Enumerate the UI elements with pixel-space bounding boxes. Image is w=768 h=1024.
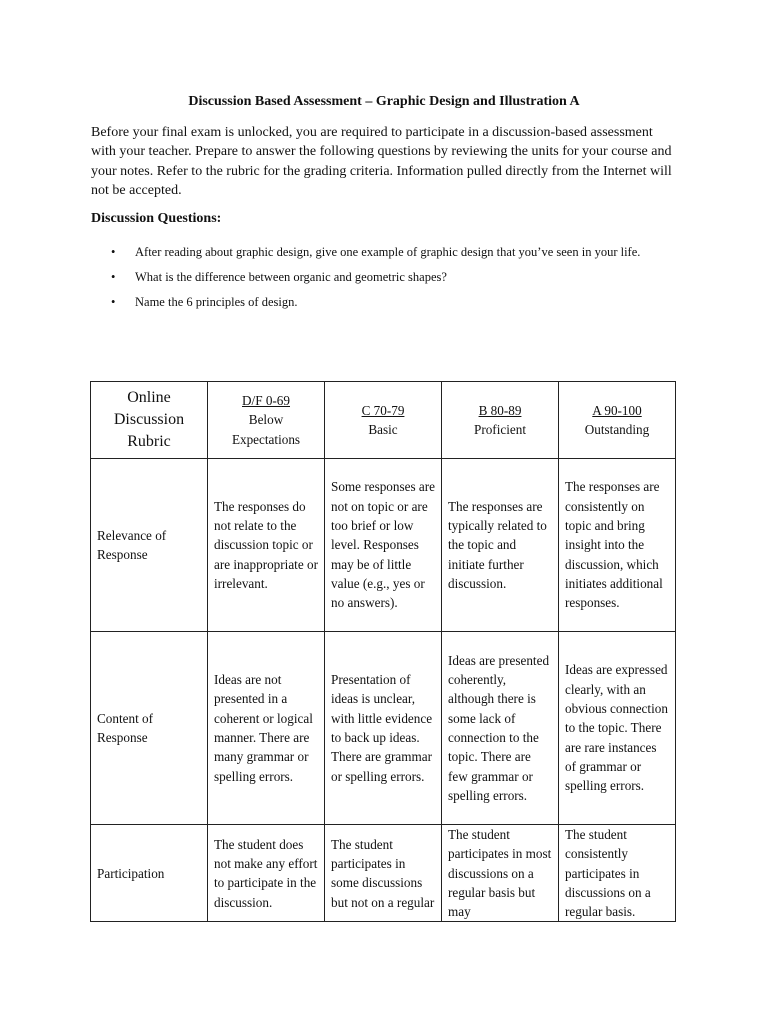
intro-paragraph: Before your final exam is unlocked, you are required to participate in a discussion-based assessment with your teacher. Prepare to answer the following questions by reviewing the units for your course and your notes. Refer to the rubric for the grading criteria. Information pulled directly from the Internet will not be accepted. [91,125,672,199]
rubric-cell: Presentation of ideas is unclear, with little evidence to back up ideas. There are grammar or spelling errors. [325,632,442,825]
question-item [91,290,681,315]
rubric-row-relevance [91,459,676,632]
grade-label: Outstanding [584,422,650,437]
rubric-row-participation [91,825,676,922]
bullet-icon: • [111,245,116,259]
rubric-cell: Ideas are not presented in a coherent or logical manner. There are many grammar or spelling errors. [208,632,325,825]
rubric-cell: The student consistently participates in discussions on a regular basis. [559,825,676,922]
grade-range: B 80-89 [478,402,522,418]
rubric-cell: The responses are typically related to the topic and initiate further discussion. [442,459,559,632]
rubric-table [90,381,676,922]
rubric-cell: Ideas are expressed clearly, with an obvious connection to the topic. There are rare instances of grammar or spelling errors. [559,632,676,825]
column-header-df [208,382,325,459]
column-header-b [442,382,559,459]
grade-range: D/F 0-69 [242,393,290,409]
document-title: Discussion Based Assessment – Graphic Design and Illustration A [188,94,580,109]
rubric-cell: Ideas are presented coherently, although there is some lack of connection to the topic. There are few grammar or spelling errors. [442,632,559,825]
rubric-header-row [91,382,676,459]
criterion-cell: Relevance of Response [91,459,208,632]
column-header-a [559,382,676,459]
rubric-row-content [91,632,676,825]
column-header-c [325,382,442,459]
rubric-cell: The student participates in most discussions on a regular basis but may [442,825,559,922]
rubric-cell: The responses are consistently on topic and bring insight into the discussion, which initiates additional responses. [559,459,676,632]
grade-range: C 70-79 [361,402,405,418]
bullet-icon: • [111,295,116,309]
bullet-icon: • [111,270,116,284]
grade-range: A 90-100 [592,402,642,418]
questions-heading: Discussion Questions: [91,211,222,226]
question-item [91,240,681,265]
question-text: Name the 6 principles of design. [135,295,298,309]
questions-list [91,240,681,315]
rubric-cell: The responses do not relate to the discussion topic or are inappropriate or irrelevant. [208,459,325,632]
rubric-cell: The student does not make any effort to participate in the discussion. [208,825,325,922]
rubric-cell: Some responses are not on topic or are too brief or low level. Responses may be of little value (e.g., yes or no answers). [325,459,442,632]
question-text: What is the difference between organic and geometric shapes? [135,270,447,284]
grade-label: Below Expectations [231,412,301,447]
rubric-title: Online Discussion Rubric [91,382,208,459]
rubric-cell: The student participates in some discussions but not on a regular [325,825,442,922]
grade-label: Basic [368,422,398,437]
question-text: After reading about graphic design, give one example of graphic design that you’ve seen in your life. [135,245,641,259]
question-item [91,265,681,290]
grade-label: Proficient [473,422,526,437]
criterion-cell: Participation [91,825,208,922]
criterion-cell: Content of Response [91,632,208,825]
